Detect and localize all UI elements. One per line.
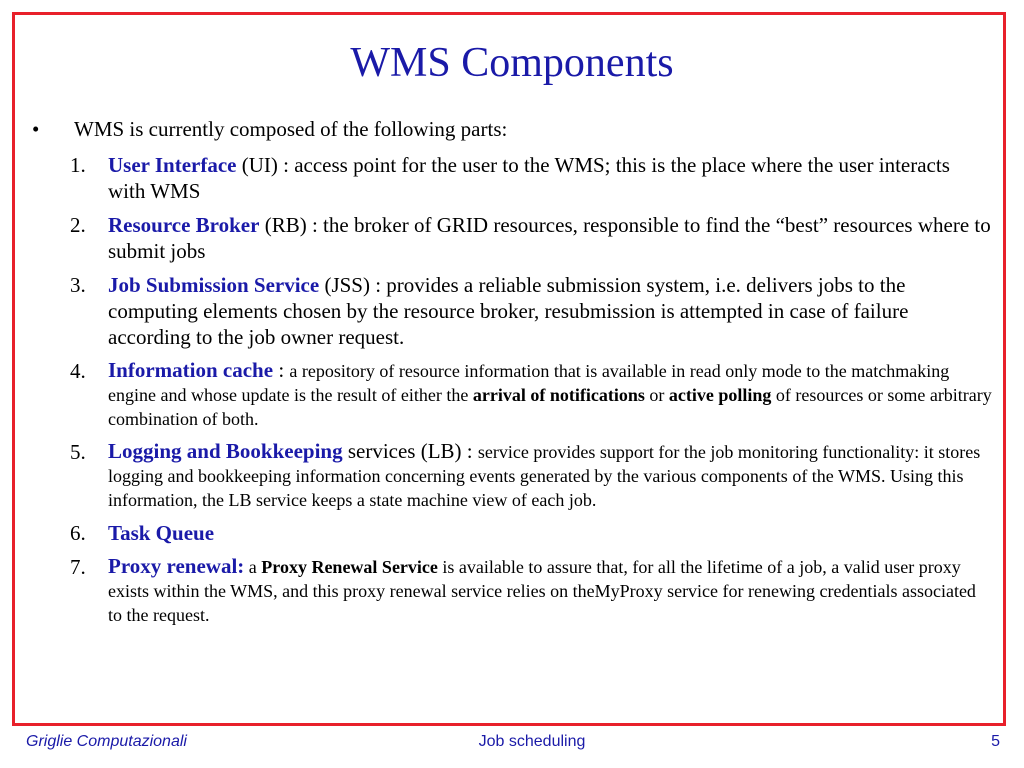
item-bold-term: arrival of notifications <box>472 385 645 405</box>
item-heading: User Interface <box>108 153 237 177</box>
item-heading: Resource Broker <box>108 213 260 237</box>
footer-course-name: Griglie Computazionali <box>26 733 187 750</box>
item-number: 1. <box>70 153 86 177</box>
item-text: (RB) : the broker of GRID resources, responsible to find the “best” resources where to submit jobs <box>108 213 991 263</box>
item-text: or <box>644 385 669 405</box>
footer-topic: Job scheduling <box>478 733 586 750</box>
list-item-information-cache <box>30 358 1000 431</box>
item-number: 4. <box>70 359 86 383</box>
item-text: is available to assure that, for all the lifetime of a job, a valid user proxy exists within the WMS, and this proxy renewal service relies on theMyProxy service for renewing credentials associated to the request. <box>108 557 976 625</box>
item-bold-term: active polling <box>668 385 772 405</box>
list-item-proxy-renewal <box>30 554 1000 627</box>
item-lead: services (LB) : <box>342 439 478 463</box>
item-bold-term: Proxy Renewal Service <box>261 557 438 577</box>
intro-line <box>30 116 1000 142</box>
item-number: 6. <box>70 521 86 545</box>
item-text: (UI) : access point for the user to the WMS; this is the place where the user interacts with WMS <box>108 153 950 203</box>
list-item-logging-bookkeeping <box>30 439 1000 512</box>
item-heading: Task Queue <box>108 521 215 545</box>
item-heading: Logging and Bookkeeping <box>108 439 343 463</box>
item-body <box>108 358 992 431</box>
item-number: 5. <box>70 440 86 464</box>
item-body <box>108 212 992 264</box>
item-number: 2. <box>70 213 86 237</box>
item-number: 3. <box>70 273 86 297</box>
item-number: 7. <box>70 555 86 579</box>
components-list <box>30 152 1000 627</box>
item-text: service provides support for the job monitoring functionality: it stores logging and bookkeeping information concerning events generated by the various components of the WMS. Using this information, the LB service keeps a state machine view of each job. <box>108 442 981 510</box>
item-text: of resources or some arbitrary combination of both. <box>108 385 992 429</box>
slide-content <box>30 116 1000 635</box>
slide-title: WMS Components <box>350 40 674 86</box>
intro-text: WMS is currently composed of the following parts: <box>74 117 508 141</box>
list-item-task-queue <box>30 520 1000 546</box>
item-body <box>108 439 992 512</box>
item-text: a repository of resource information that is available in read only mode to the matchmaking engine and whose update is the result of either the <box>108 361 950 405</box>
list-item-user-interface <box>30 152 1000 204</box>
item-body <box>108 152 992 204</box>
item-lead: : <box>273 358 290 382</box>
item-heading: Information cache <box>108 358 274 382</box>
slide-footer <box>0 733 1024 757</box>
item-text: a <box>244 557 262 577</box>
item-body <box>108 520 992 546</box>
list-item-resource-broker <box>30 212 1000 264</box>
item-body <box>108 272 992 350</box>
item-heading: Job Submission Service <box>108 273 320 297</box>
bullet-icon: • <box>32 117 40 141</box>
item-text: (JSS) : provides a reliable submission system, i.e. delivers jobs to the computing elements chosen by the resource broker, resubmission is attempted in case of failure according to the job owner request. <box>108 273 909 349</box>
footer-page-number: 5 <box>991 733 1000 750</box>
item-body <box>108 554 992 627</box>
item-heading: Proxy renewal: <box>108 554 245 578</box>
list-item-job-submission-service <box>30 272 1000 350</box>
